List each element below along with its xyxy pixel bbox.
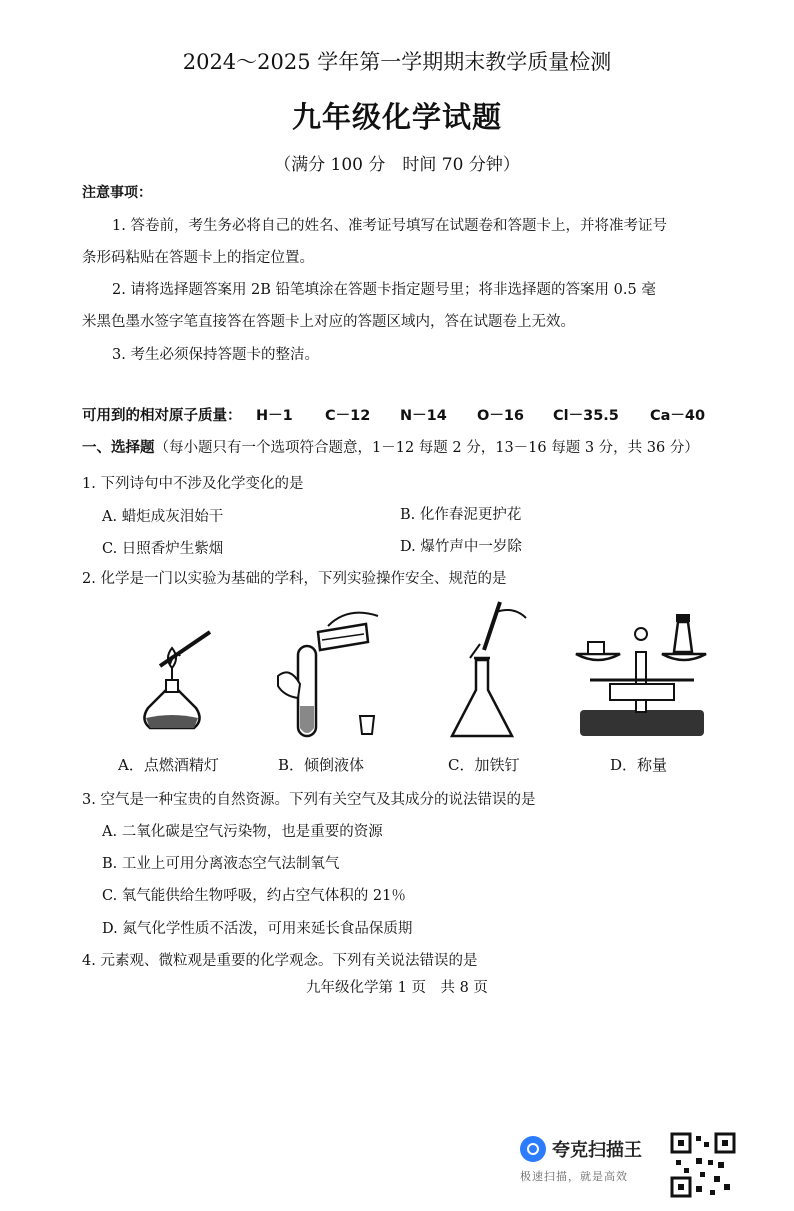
notice-heading: 注意事项：	[82, 185, 152, 201]
figure-alcohol-lamp	[130, 628, 220, 748]
atomic-mass-n: N－14	[400, 408, 447, 424]
atomic-mass-label: 可用到的相对原子质量：	[82, 408, 242, 424]
question-3-option-a: A. 二氧化碳是空气污染物，也是重要的资源	[102, 824, 383, 840]
question-3-option-c: C. 氧气能供给生物呼吸，约占空气体积的 21％	[102, 888, 406, 904]
exam-name: 九年级化学试题	[291, 100, 502, 134]
atomic-mass-cl: Cl－35.5	[553, 408, 619, 424]
figure-caption-a: A．点燃酒精灯	[118, 756, 219, 774]
question-3-stem: 3. 空气是一种宝贵的自然资源。下列有关空气及其成分的说法错误的是	[82, 792, 536, 808]
scanner-slogan: 极速扫描，就是高效	[520, 1170, 628, 1183]
exam-term-title: 2024～2025 学年第一学期期末教学质量检测	[182, 50, 612, 74]
notice-line: 2. 请将选择题答案用 2B 铅笔填涂在答题卡指定题号里；将非选择题的答案用 0.5 毫	[112, 282, 656, 298]
figure-add-iron-nail	[440, 600, 530, 750]
qr-code-icon	[670, 1132, 736, 1198]
notice-line: 1. 答卷前，考生务必将自己的姓名、准考证号填写在试题卷和答题卡上，并将准考证号	[112, 218, 667, 234]
section-description: （每小题只有一个选项符合题意，1－12 每题 2 分，13－16 每题 3 分，共 36 分）	[154, 440, 699, 456]
figure-caption-d: D．称量	[610, 756, 668, 774]
atomic-mass-h: H－1	[256, 408, 293, 424]
atomic-mass-c: C－12	[325, 408, 371, 424]
scanner-watermark	[520, 1136, 670, 1184]
question-1-option-b: B. 化作春泥更护花	[400, 507, 522, 523]
figure-caption-b: B．倾倒液体	[278, 756, 365, 774]
question-3-option-b: B. 工业上可用分离液态空气法制氧气	[102, 856, 340, 872]
section-heading: 一、选择题	[82, 440, 155, 456]
figure-caption-c: C．加铁钉	[448, 756, 520, 774]
atomic-mass-ca: Ca－40	[650, 408, 706, 424]
question-1-stem: 1. 下列诗句中不涉及化学变化的是	[82, 476, 304, 492]
scanner-logo-icon	[520, 1136, 546, 1162]
question-1-option-a: A. 蜡炬成灰泪始干	[102, 509, 224, 525]
exam-info: （满分 100 分 时间 70 分钟）	[274, 155, 520, 175]
question-3-option-d: D. 氮气化学性质不活泼，可用来延长食品保质期	[102, 921, 413, 937]
notice-line: 米黑色墨水签字笔直接答在答题卡上对应的答题区域内，答在试题卷上无效。	[82, 314, 575, 330]
notice-line: 条形码粘贴在答题卡上的指定位置。	[82, 250, 314, 266]
scanner-name: 夸克扫描王	[552, 1140, 642, 1161]
page-footer: 九年级化学第 1 页 共 8 页	[306, 980, 488, 996]
figure-balance-weighing	[570, 612, 720, 742]
figure-pour-liquid	[268, 606, 388, 746]
question-2-stem: 2. 化学是一门以实验为基础的学科，下列实验操作安全、规范的是	[82, 571, 507, 587]
atomic-mass-o: O－16	[477, 408, 525, 424]
notice-line: 3. 考生必须保持答题卡的整洁。	[112, 347, 319, 363]
question-4-stem: 4. 元素观、微粒观是重要的化学观念。下列有关说法错误的是	[82, 953, 478, 969]
question-1-option-d: D. 爆竹声中一岁除	[400, 539, 522, 555]
question-1-option-c: C. 日照香炉生紫烟	[102, 541, 224, 557]
